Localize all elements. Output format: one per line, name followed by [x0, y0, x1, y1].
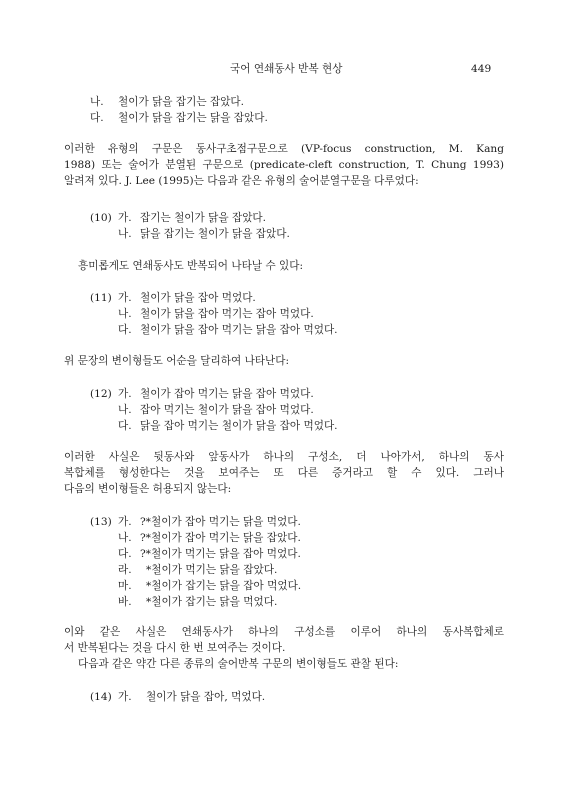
paragraph-5 — [64, 624, 504, 672]
example-text: 닭을 잡기는 철이가 닭을 잡았다. — [140, 228, 290, 240]
example-text: 철이가 닭을 잡기는 잡았다. — [118, 96, 245, 108]
example-label: 바. — [118, 596, 132, 608]
paragraph-4 — [64, 449, 504, 497]
paragraph-line: 복합체를 형성한다는 것을 보여주는 또 다른 증거라고 할 수 있다. 그러나 — [64, 467, 504, 479]
example-label: 다. — [118, 548, 132, 560]
example-text: *철이가 잡기는 닭을 먹었다. — [146, 596, 278, 608]
example-text: ?*철이가 잡아 먹기는 닭을 먹었다. — [140, 516, 301, 528]
example-label: 다. — [90, 112, 104, 124]
paragraph-line: 위 문장의 변이형들도 어순을 달리하여 나타난다: — [64, 355, 290, 367]
paragraph-line: 1988) 또는 술어가 분열된 구문으로 (predicate-cleft construction, T. Chung 1993) — [64, 159, 504, 171]
page-number: 449 — [471, 63, 492, 75]
example-text: 철이가 닭을 잡아 먹기는 잡아 먹었다. — [140, 308, 314, 320]
example-label: 나. — [118, 532, 132, 544]
example-line — [90, 210, 290, 226]
example-12 — [90, 386, 338, 434]
paragraph-line: 이러한 유형의 구문은 동사구초점구문으로 (VP-focus construction, M. Kang — [64, 143, 504, 155]
example-13 — [90, 514, 301, 610]
example-text: 철이가 닭을 잡기는 닭을 잡았다. — [118, 112, 268, 124]
example-line — [90, 594, 301, 610]
example-text: *철이가 먹기는 닭을 잡았다. — [146, 564, 278, 576]
example-line — [90, 306, 338, 322]
example-number: (12) — [90, 388, 112, 400]
running-head: 국어 연쇄동사 반복 현상 — [230, 63, 343, 75]
example-text: *철이가 잡기는 닭을 잡아 먹었다. — [146, 580, 302, 592]
example-line — [90, 322, 338, 338]
example-line — [90, 546, 301, 562]
example-10 — [90, 210, 290, 242]
example-label: 나. — [90, 96, 104, 108]
example-14 — [90, 689, 265, 705]
example-label: 나. — [118, 228, 132, 240]
example-line — [90, 402, 338, 418]
example-text: 닭을 잡아 먹기는 철이가 닭을 잡아 먹었다. — [140, 420, 338, 432]
page-header — [0, 61, 561, 77]
example-number: (13) — [90, 516, 112, 528]
paragraph-6-line: 다음과 같은 약간 다른 종류의 술어반복 구문의 변이형들도 관찰 된다: — [78, 658, 399, 670]
example-text: ?*철이가 잡아 먹기는 닭을 잡았다. — [140, 532, 301, 544]
example-text: 철이가 잡아 먹기는 닭을 잡아 먹었다. — [140, 388, 314, 400]
example-line — [90, 110, 268, 126]
example-line — [90, 290, 338, 306]
example-number: (10) — [90, 212, 112, 224]
example-label: 마. — [118, 580, 132, 592]
example-line — [90, 514, 301, 530]
example-label: 나. — [118, 404, 132, 416]
example-11 — [90, 290, 338, 338]
example-label: 다. — [118, 324, 132, 336]
example-label: 가. — [118, 292, 132, 304]
example-label: 나. — [118, 308, 132, 320]
example-text: 잡아 먹기는 철이가 닭을 잡아 먹었다. — [140, 404, 314, 416]
paragraph-line: 다음의 변이형들은 허용되지 않는다: — [64, 483, 232, 495]
example-text: ?*철이가 먹기는 닭을 잡아 먹었다. — [140, 548, 301, 560]
example-9-continued — [90, 94, 268, 126]
example-label: 라. — [118, 564, 132, 576]
paragraph-line: 이러한 사실은 뒷동사와 앞동사가 하나의 구성소, 더 나아가서, 하나의 동사 — [64, 451, 504, 463]
paragraph-line: 서 반복된다는 것을 다시 한 번 보여주는 것이다. — [64, 642, 286, 654]
example-line — [90, 418, 338, 434]
example-text: 철이가 닭을 잡아, 먹었다. — [146, 691, 266, 703]
example-label: 다. — [118, 420, 132, 432]
example-line — [90, 94, 268, 110]
example-text: 철이가 닭을 잡아 먹었다. — [140, 292, 256, 304]
example-line — [90, 226, 290, 242]
example-label: 가. — [118, 388, 132, 400]
example-line — [90, 530, 301, 546]
example-label: 가. — [118, 516, 132, 528]
paragraph-1 — [64, 141, 504, 189]
example-line — [90, 562, 301, 578]
example-label: 가. — [118, 691, 132, 703]
example-line — [90, 386, 338, 402]
example-label: 가. — [118, 212, 132, 224]
example-line — [90, 578, 301, 594]
example-line — [90, 689, 265, 705]
example-text: 철이가 닭을 잡아 먹기는 닭을 잡아 먹었다. — [140, 324, 338, 336]
paragraph-3 — [64, 353, 504, 369]
example-number: (14) — [90, 691, 112, 703]
paragraph-line: 알려져 있다. J. Lee (1995)는 다음과 같은 유형의 술어분열구문을 다루었다: — [64, 175, 419, 187]
example-text: 잡기는 철이가 닭을 잡았다. — [140, 212, 267, 224]
example-number: (11) — [90, 292, 112, 304]
paragraph-line: 흥미롭게도 연쇄동사도 반복되어 나타날 수 있다: — [78, 260, 304, 272]
paragraph-line: 이와 같은 사실은 연쇄동사가 하나의 구성소를 이루어 하나의 동사복합체로 — [64, 626, 504, 638]
paragraph-2 — [64, 258, 504, 274]
